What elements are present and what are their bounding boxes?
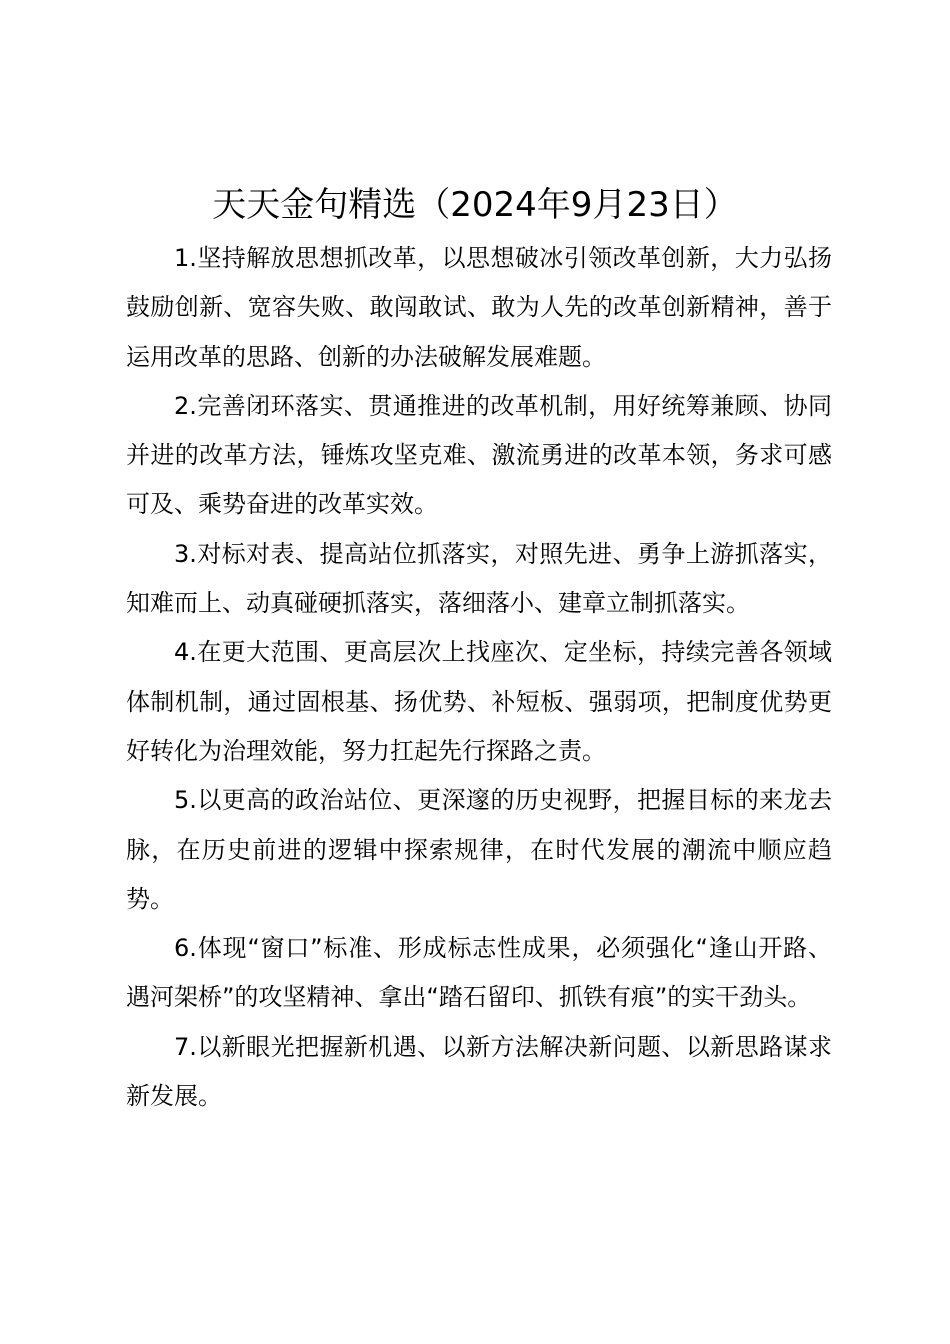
paragraph-1: 1.坚持解放思想抓改革，以思想破冰引领改革创新，大力弘扬鼓励创新、宽容失败、敢闯敢试、敢为人先的改革创新精神，善于运用改革的思路、创新的办法破解发展难题。 — [126, 244, 832, 371]
paragraph-7: 7.以新眼光把握新机遇、以新方法解决新问题、以新思路谋求新发展。 — [126, 1032, 832, 1111]
paragraph-6: 6.体现“窗口”标准、形成标志性成果，必须强化“逢山开路、遇河架桥”的攻坚精神、拿出“踏石留印、抓铁有痕”的实干劲头。 — [126, 934, 832, 1012]
paragraph-2: 2.完善闭环落实、贯通推进的改革机制，用好统筹兼顾、协同并进的改革方法，锤炼攻坚克难、激流勇进的改革本领，务求可感可及、乘势奋进的改革实效。 — [126, 391, 832, 519]
paragraph-3: 3.对标对表、提高站位抓落实，对照先进、勇争上游抓落实，知难而上、动真碰硬抓落实，落细落小、建章立制抓落实。 — [126, 539, 832, 618]
paragraph-4: 4.在更大范围、更高层次上找座次、定坐标，持续完善各领域体制机制，通过固根基、扬优势、补短板、强弱项，把制度优势更好转化为治理效能，努力扛起先行探路之责。 — [126, 638, 832, 765]
document-body — [126, 234, 832, 1121]
paragraph-5: 5.以更高的政治站位、更深邃的历史视野，把握目标的来龙去脉，在历史前进的逻辑中探索规律，在时代发展的潮流中顺应趋势。 — [126, 786, 832, 913]
document-title: 天天金句精选（2024年9月23日） — [212, 185, 738, 225]
